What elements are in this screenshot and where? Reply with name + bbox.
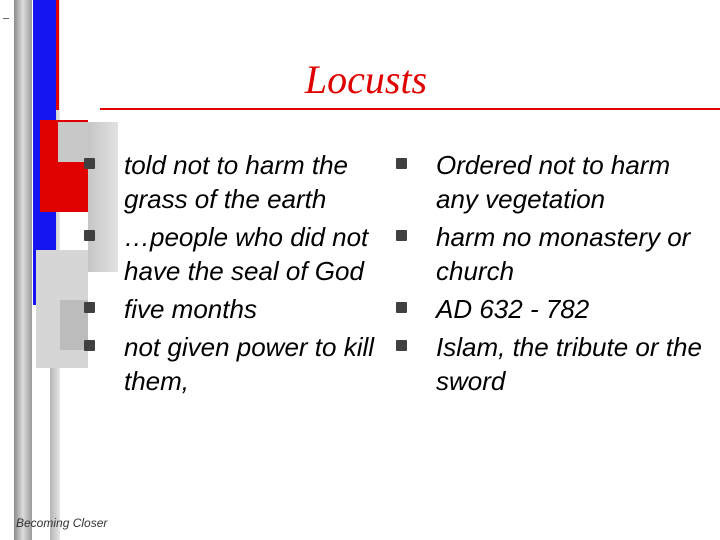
left-bullet-list xyxy=(84,148,394,402)
list-item-text: not given power to kill them, xyxy=(124,332,375,396)
list-item xyxy=(396,292,716,326)
decor-corner-mark xyxy=(3,18,9,19)
list-item xyxy=(396,330,716,398)
square-bullet-icon xyxy=(396,340,407,351)
list-item-text: AD 632 - 782 xyxy=(436,294,590,324)
list-item xyxy=(84,220,394,288)
title-underline-rule xyxy=(100,108,720,110)
list-item-text: five months xyxy=(124,294,257,324)
right-bullet-list xyxy=(396,148,716,402)
square-bullet-icon xyxy=(84,340,95,351)
list-item-text: …people who did not have the seal of God xyxy=(124,222,369,286)
square-bullet-icon xyxy=(396,302,407,313)
square-bullet-icon xyxy=(396,158,407,169)
footer-text: Becoming Closer xyxy=(16,516,108,530)
list-item-text: told not to harm the grass of the earth xyxy=(124,150,349,214)
list-item-text: harm no monastery or church xyxy=(436,222,691,286)
square-bullet-icon xyxy=(84,230,95,241)
list-item xyxy=(396,220,716,288)
decor-gray-bar xyxy=(14,0,32,540)
list-item xyxy=(84,148,394,216)
list-item-text: Islam, the tribute or the sword xyxy=(436,332,702,396)
list-item-text: Ordered not to harm any vegetation xyxy=(436,150,671,214)
square-bullet-icon xyxy=(396,230,407,241)
square-bullet-icon xyxy=(84,302,95,313)
decor-red-line xyxy=(56,0,59,110)
square-bullet-icon xyxy=(84,158,95,169)
slide-title: Locusts xyxy=(304,57,428,102)
list-item xyxy=(84,292,394,326)
list-item xyxy=(84,330,394,398)
list-item xyxy=(396,148,716,216)
